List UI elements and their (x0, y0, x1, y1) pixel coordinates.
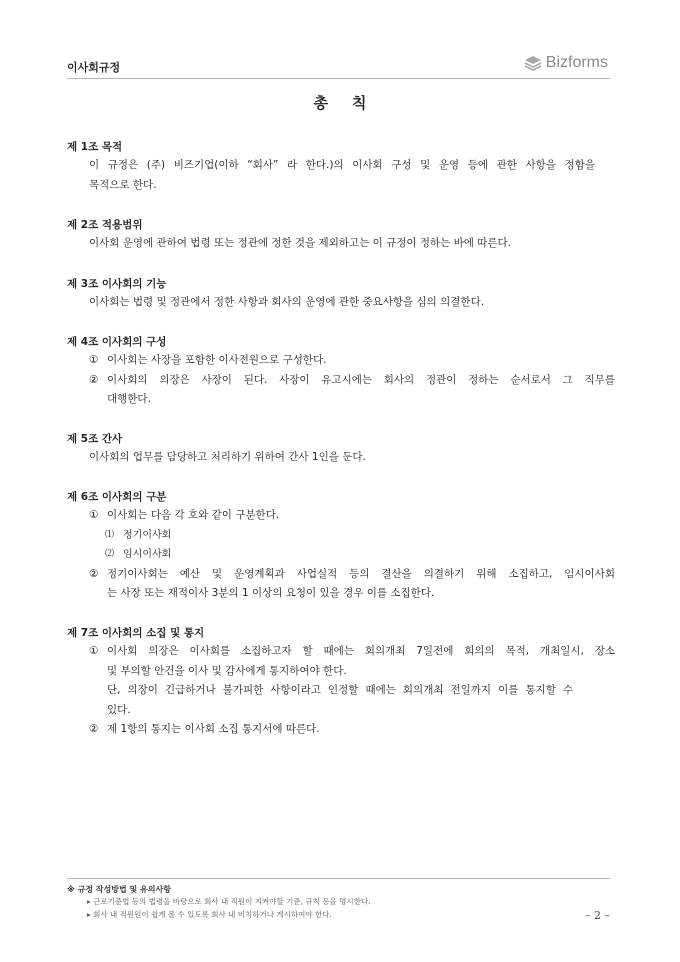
article-1 (67, 138, 615, 195)
article-6 (67, 488, 615, 604)
sub-item-number: ⑵ (105, 549, 115, 559)
page-number: – 2 – (585, 909, 610, 922)
sub-item-text: 임시이사회 (123, 549, 172, 560)
page-title: 총칙 (313, 94, 391, 112)
item-text: 이사회 의장은 이사회를 소집하고자 할 때에는 회의개최 7일전에 회의의 목적, 개최일시, 장소 (107, 645, 615, 657)
sub-item-number: ⑴ (105, 529, 115, 540)
article-title: 제 2조 적용범위 (67, 219, 143, 231)
item-number: ① (89, 509, 99, 521)
article-title: 제 7조 이사회의 소집 및 통지 (67, 627, 205, 639)
article-title: 제 1조 목적 (67, 141, 123, 153)
document-label: 이사회규정 (67, 61, 121, 74)
article-4 (67, 333, 615, 410)
brand-name: Bizforms (545, 54, 608, 71)
page-footer (67, 878, 610, 921)
item-number: ② (89, 723, 99, 735)
sub-list-item (67, 526, 615, 546)
list-item (67, 720, 615, 740)
sub-list-item (67, 545, 615, 565)
item-number: ② (89, 373, 99, 386)
item-text: 이사회의 의장은 사장이 된다. 사장이 유고시에는 회사의 정관이 정하는 순서로서 그 직무를 (107, 373, 615, 386)
item-text: 정기이사회는 예산 및 운영계획과 사업실적 등의 결산을 의결하기 위해 소집하고, 임시이사회 (107, 567, 615, 580)
article-title: 제 5조 간사 (67, 433, 123, 445)
item-number: ① (89, 645, 99, 657)
article-title: 제 6조 이사회의 구분 (67, 491, 167, 503)
item-number: ① (89, 354, 99, 366)
note-item: ▸ 근로기준법 등의 법령을 바탕으로 회사 내 직원이 지켜야할 기준, 규칙 등을 명시한다. (87, 897, 371, 906)
list-item (67, 506, 615, 526)
article-5 (67, 430, 615, 468)
item-text-cont: 및 부의할 안건을 이사 및 감사에게 통지하여야 한다. (107, 664, 347, 677)
bizforms-logo-icon (524, 55, 542, 71)
article-text: 이사회는 법령 및 정관에서 정한 사항과 회사의 운영에 관한 중요사항을 심의 의결한다. (89, 296, 485, 308)
article-title: 제 3조 이사회의 기능 (67, 278, 167, 290)
list-item (67, 642, 615, 662)
item-text-cont: 는 사장 또는 재적이사 3분의 1 이상의 요청이 있을 경우 이를 소집한다. (107, 587, 435, 599)
list-item (67, 371, 615, 391)
article-7 (67, 624, 615, 740)
item-text-cont: 단, 의장이 긴급하거나 불가피한 사항이라고 인정할 때에는 회의개최 전일까지 이를 통지할 수 (107, 684, 573, 696)
item-number: ② (89, 567, 99, 580)
item-text: 이사회는 사장을 포함한 이사전원으로 구성한다. (107, 354, 327, 366)
article-3 (67, 275, 615, 313)
list-item (67, 565, 615, 585)
article-text: 이 규정은 (주) 비즈기업(이하 “회사” 라 한다.)의 이사회 구성 및 운영 등에 관한 사항을 정함을 (89, 159, 595, 171)
item-text: 이사회는 다음 각 호와 같이 구분한다. (107, 509, 280, 521)
article-title: 제 4조 이사회의 구성 (67, 336, 167, 348)
item-text-cont: 있다. (107, 703, 131, 716)
list-item (67, 351, 615, 371)
item-text-cont: 대행한다. (107, 393, 151, 405)
item-text: 제 1항의 통지는 이사회 소집 통지서에 따른다. (107, 723, 320, 735)
sub-item-text: 정기이사회 (123, 529, 172, 541)
note-item: ▸ 회사 내 직원원이 쉽게 볼 수 있도록 회사 내 비치하거나 게시하여야 한다. (87, 910, 332, 919)
brand-logo (524, 54, 608, 72)
article-text: 목적으로 한다. (89, 178, 157, 191)
page-header (67, 52, 610, 79)
article-text: 이사회 운영에 관하여 법령 또는 정관에 정한 것을 제외하고는 이 규정이 정하는 바에 따른다. (89, 237, 512, 249)
note-title: ※ 규정 작성방법 및 유의사항 (67, 885, 171, 894)
article-text: 이사회의 업무를 담당하고 처리하기 위하여 간사 1인을 둔다. (89, 451, 366, 463)
article-2 (67, 216, 615, 254)
